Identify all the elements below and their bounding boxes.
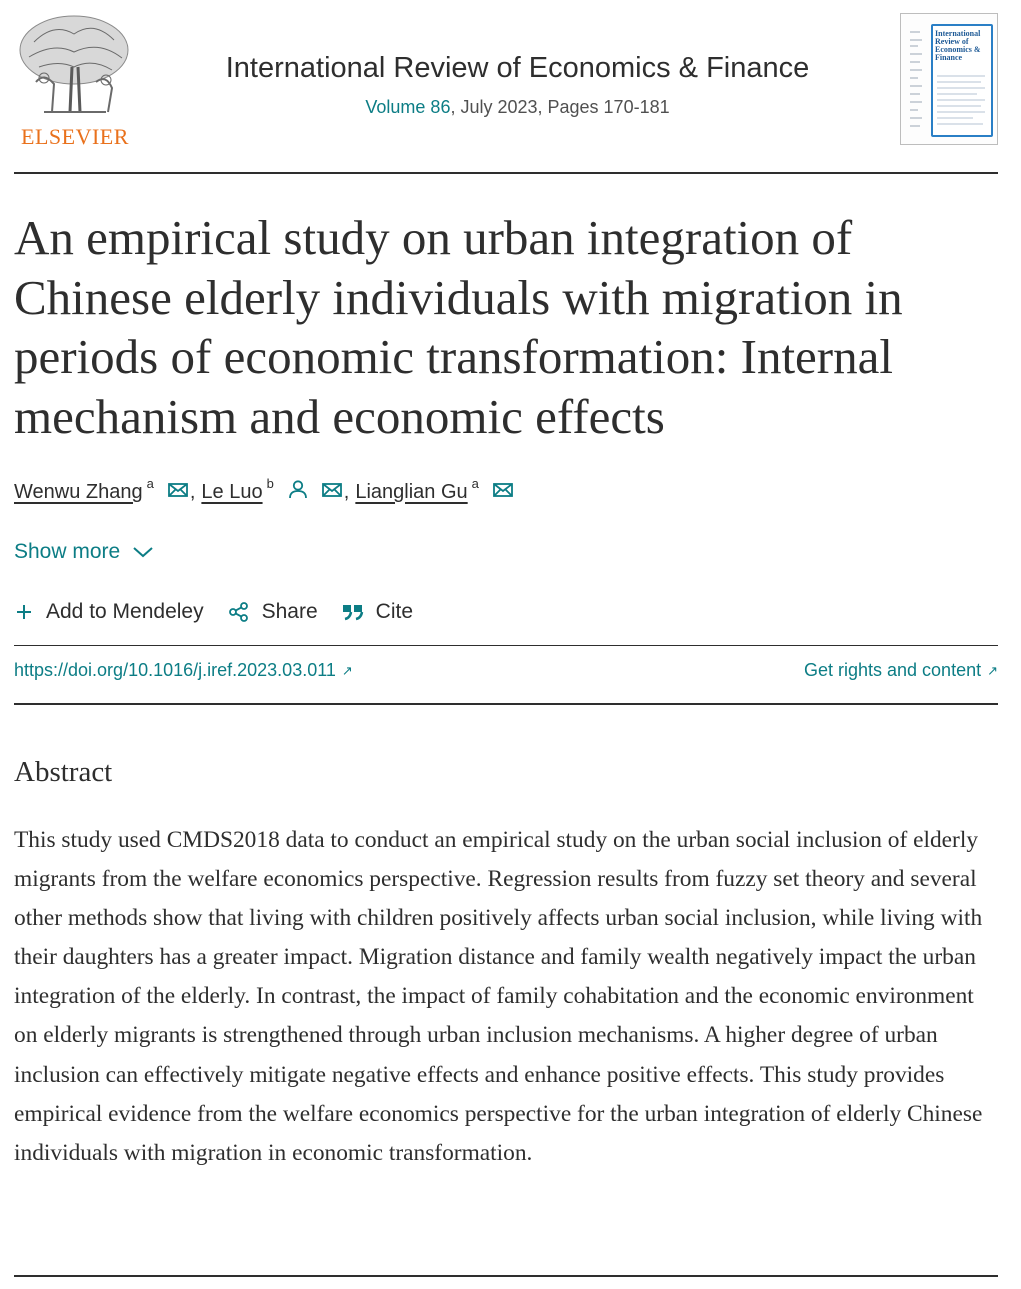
doi-link[interactable] bbox=[14, 660, 353, 681]
cover-title: International Review of Economics & Finance bbox=[935, 29, 981, 62]
email-icon[interactable] bbox=[322, 481, 342, 504]
publisher-name: ELSEVIER bbox=[21, 124, 129, 149]
author-link[interactable]: Le Luo bbox=[201, 480, 263, 503]
abstract-text: This study used CMDS2018 data to conduct an empirical study on the urban social inclusion of elderly migrants from the welfare economics perspective. Regression results from fuzzy set theory and several other methods show that living with children positively affects urban social inclusion, while living with their daughters has a greater impact. Migration distance and family wealth negatively impact the urban integration of the elderly. In contrast, the impact of family cohabitation and the economic environment on elderly migrants is strengthened through urban inclusion mechanisms. A higher degree of urban inclusion can effectively mitigate negative effects and enhance positive effects. This study provides empirical evidence from the welfare economics perspective for the urban integration of elderly Chinese individuals with migration in economic transformation. bbox=[14, 827, 983, 1166]
show-more-label: Show more bbox=[14, 540, 121, 563]
plus-icon bbox=[14, 602, 34, 622]
corresponding-author-icon[interactable] bbox=[288, 479, 308, 505]
actions-divider bbox=[14, 645, 998, 646]
add-to-mendeley-label: Add to Mendeley bbox=[46, 600, 204, 623]
external-link-icon: ↗ bbox=[987, 662, 998, 678]
affiliation-sup[interactable]: a bbox=[471, 475, 479, 491]
affiliation-sup[interactable]: a bbox=[146, 475, 154, 491]
affiliation-sup[interactable]: b bbox=[266, 475, 274, 491]
header-divider bbox=[14, 172, 998, 174]
abstract-divider bbox=[14, 1275, 998, 1277]
get-rights-link[interactable] bbox=[804, 660, 998, 681]
get-rights-label: Get rights and content bbox=[803, 660, 982, 680]
author-list bbox=[14, 475, 513, 505]
doi-divider bbox=[14, 703, 998, 705]
elsevier-tree-icon bbox=[14, 12, 134, 120]
show-more-button[interactable] bbox=[14, 540, 154, 564]
share-icon bbox=[228, 601, 250, 623]
email-icon[interactable] bbox=[168, 481, 188, 504]
external-link-icon: ↗ bbox=[341, 662, 353, 678]
add-to-mendeley-button[interactable] bbox=[14, 600, 204, 624]
cite-label: Cite bbox=[375, 600, 414, 623]
article-actions bbox=[14, 600, 437, 624]
abstract-heading: Abstract bbox=[14, 756, 113, 788]
author-link[interactable]: Wenwu Zhang bbox=[14, 480, 143, 503]
journal-header bbox=[150, 52, 885, 118]
quote-icon bbox=[342, 603, 364, 621]
cite-button[interactable] bbox=[342, 600, 413, 624]
doi-text: https://doi.org/10.1016/j.iref.2023.03.011 bbox=[14, 660, 336, 680]
author-separator: , bbox=[189, 480, 196, 503]
chevron-down-icon bbox=[132, 545, 154, 559]
author-link[interactable]: Lianglian Gu bbox=[355, 480, 468, 503]
author-separator: , bbox=[343, 480, 350, 503]
journal-meta-rest: , July 2023, Pages 170-181 bbox=[450, 97, 670, 117]
journal-title[interactable]: International Review of Economics & Finance bbox=[225, 52, 810, 84]
cover-contents-lines bbox=[906, 28, 926, 138]
article-title: An empirical study on urban integration of Chinese elderly individuals with migration in periods of economic transformation: Internal mechanism and economic effects bbox=[14, 210, 903, 444]
elsevier-logo[interactable] bbox=[14, 12, 134, 148]
share-button[interactable] bbox=[228, 600, 318, 624]
volume-link[interactable]: Volume 86 bbox=[365, 97, 451, 117]
share-label: Share bbox=[261, 600, 318, 623]
journal-cover-thumbnail[interactable] bbox=[900, 13, 998, 145]
email-icon[interactable] bbox=[493, 481, 513, 504]
journal-meta bbox=[150, 97, 885, 118]
